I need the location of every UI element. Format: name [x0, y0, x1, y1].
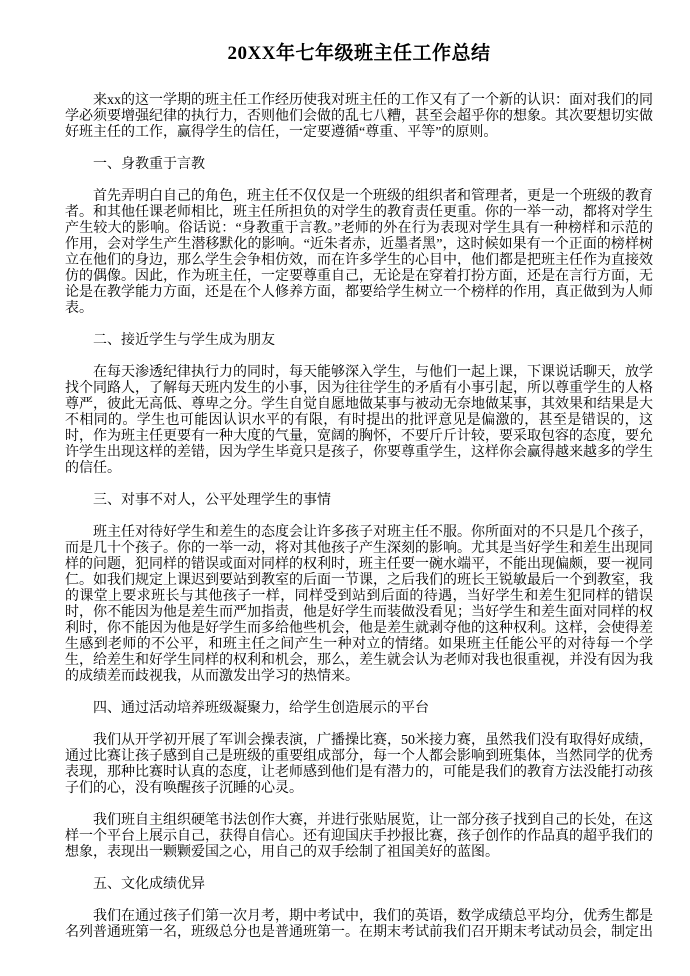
section-paragraph: 我们从开学初开展了军训会操表演，广播操比赛，50米接力赛，虽然我们没有取得好成绩，通过比赛让孩子感到自己是班级的重要组成部分，每一个人都会影响到班集体，当然同学的优秀表现，那种比赛时认真的态度，让老师感到他们是有潜力的，可能是我们的教育方法没能打动孩子们的心，没有唤醒孩子沉睡的心灵。: [65, 733, 653, 796]
section-heading-2: 二、接近学生与学生成为朋友: [93, 333, 275, 348]
section-paragraph: 首先弄明白自己的角色，班主任不仅仅是一个班级的组织者和管理者，更是一个班级的教育者。和其他任课老师相比，班主任所担负的对学生的教育责任更重。你的一举一动，都将对学生产生较大的影响。俗话说：“身教重于言教。”老师的外在行为表现对学生具有一种榜样和示范的作用，会对学生产生潜移默化的影响。“近朱者赤，近墨者黑”，这时候如果有一个正面的榜样树立在他们的身边，那么学生会争相仿效，而在许多学生的心目中，他们都是把班主任作为直接效仿的偶像。因此，作为班主任，一定要尊重自己，无论是在穿着打扮方面，还是在言行方面，无论是在教学能力方面，还是在个人修养方面，都要给学生树立一个榜样的作用，真正做到为人师表。: [65, 189, 653, 316]
section-paragraph: 我们班自主组织硬笔书法创作大赛，并进行张贴展览，让一部分孩子找到自己的长处，在这样一个平台上展示自己，获得自信心。还有迎国庆手抄报比赛，孩子创作的作品真的超乎我们的想象，表现出一颗颗爱国之心，用自己的双手绘制了祖国美好的蓝图。: [65, 813, 653, 860]
section-paragraph: 我们在通过孩子们第一次月考，期中考试中，我们的英语，数学成绩总平均分，优秀生都是名列普通班第一名，班级总分也是普通班第一。在期末考试前我们召开期末考试动员会，制定出: [65, 909, 653, 940]
section-heading-4: 四、通过活动培养班级凝聚力，给学生创造展示的平台: [93, 701, 429, 716]
section-paragraph: 班主任对待好学生和差生的态度会让许多孩子对班主任不服。你所面对的不只是几个孩子，而是几十个孩子。你的一举一动，将对其他孩子产生深刻的影响。尤其是当好学生和差生出现同样的问题，犯同样的错误或面对同样的权利时，班主任要一碗水端平，不能出现偏颇，要一视同仁。如我们规定上课迟到要站到教室的后面一节课，之后我们的班长王锐敏最后一个到教室，我的课堂上要求班长与其他孩子一样，同样受到站到后面的待遇，当好学生和差生犯同样的错误时，你不能因为他是差生而严加指责，他是好学生而装做没看见；当好学生和差生面对同样的权利时，你不能因为他是好学生而多给他些机会，他是差生就剥夺他的这种权利。这样，会使得差生感到老师的不公平，和班主任之间产生一种对立的情绪。如果班主任能公平的对待每一个学生，给差生和好学生同样的权利和机会，那么，差生就会认为老师对我也很重视，并没有因为我的成绩差而歧视我，从而激发出学习的热情来。: [65, 525, 653, 684]
section-heading-3: 三、对事不对人，公平处理学生的事情: [93, 493, 331, 508]
section-heading-5: 五、文化成绩优异: [93, 877, 205, 892]
section-paragraph: 在每天渗透纪律执行力的同时，每天能够深入学生，与他们一起上课，下课说话聊天，放学找个同路人，了解每天班内发生的小事，因为往往学生的矛盾有小事引起，所以尊重学生的人格尊严，彼此无高低、尊卑之分。学生自觉自愿地做某事与被动无奈地做某事，其效果和结果是大不相同的。学生也可能因认识水平的有限，有时提出的批评意见是偏激的，甚至是错误的，这时，作为班主任更要有一种大度的气量，宽阔的胸怀，不要斤斤计较，要采取包容的态度，要允许学生出现这样的差错，因为学生毕竟只是孩子，你要尊重学生，这样你会赢得越来越多的学生的信任。: [65, 365, 653, 476]
intro-paragraph: 来xx的这一学期的班主任工作经历使我对班主任的工作又有了一个新的认识：面对我们的同学必须要增强纪律的执行力，否则他们会做的乱七八糟，甚至会超乎你的想象。其次要想切实做好班主任的工作，赢得学生的信任，一定要遵循“尊重、平等”的原则。: [65, 93, 653, 140]
document-title: 20XX年七年级班主任工作总结: [227, 43, 491, 64]
section-heading-1: 一、身教重于言教: [93, 157, 205, 172]
